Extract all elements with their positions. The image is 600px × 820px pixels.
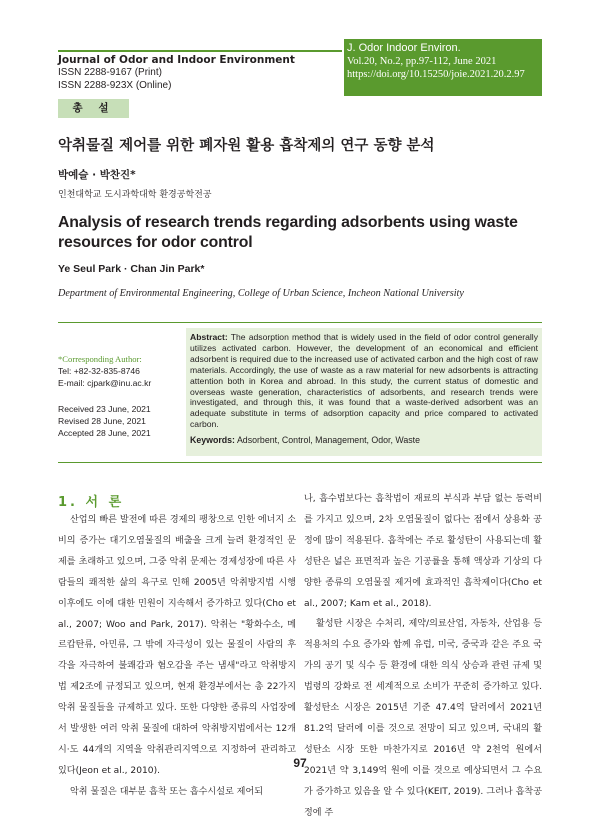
korean-authors: 박예슬 · 박찬진* <box>58 169 136 181</box>
page-number: 97 <box>293 756 307 770</box>
abstract-text: The adsorption method that is widely used in the field of odor control generally utilizes activated carbon. However, the development of an economical and efficient adsorbent is required due to the increased use of activated carbon and the high cost of raw materials. Accordingly, the use of waste as a raw material for new adsorbents is attracting attention both in Korea and abroad. In this study, the current status of domestic and overseas waste generation, characteristics of adsorbents, and research trends were investigated, and through this, it was found that a waste-derived adsorbent was an adequate substitute in terms of adsorption capacity and price compared to activated carbon. <box>190 332 538 430</box>
english-affiliation: Department of Environmental Engineering, College of Urban Science, Incheon National University <box>58 288 464 299</box>
keywords-label: Keywords: <box>190 435 235 446</box>
abstract-bottom-rule <box>58 462 542 463</box>
date-revised: Revised 28 June, 2021 <box>58 415 146 426</box>
paragraph: 악취 물질은 대부분 흡착 또는 흡수시설로 제어되 <box>70 786 264 797</box>
corresponding-label: *Corresponding Author: <box>58 354 142 364</box>
abstract-top-rule <box>58 322 542 323</box>
correspondence-info <box>58 354 184 389</box>
paragraph: 활성탄 시장은 수처리, 제약/의료산업, 자동차, 산업용 등 적용처의 수요 증가와 함께 유럽, 미국, 중국과 같은 주요 국가의 공기 및 식수 등 환경에 대한 의식 상승과 관련 규제 및 법령의 강화로 전 세계적으로 소비가 꾸준히 증가하고 있다. 활성탄소 시장은 2015년 기준 47.4억 달러에서 2021년 81.2억 달러에 이를 것으로 전망이 되고 있으며, 국내의 활성탄소 시장 또한 마찬가지로 2016년 약 2천억 원에서 2021년 약 3,149억 원에 이를 것으로 예상되면서 그 수요가 증가하고 있음을 알 수 있다(KEIT, 2019). 그러나 흡착공정에 주 <box>304 619 542 818</box>
journal-name: Journal of Odor and Indoor Environment <box>58 54 295 66</box>
article-dates <box>58 404 184 439</box>
issn-online: ISSN 2288-923X (Online) <box>58 79 172 91</box>
citation-box <box>344 39 542 96</box>
volume-line: Vol.20, No.2, pp.97-112, June 2021 <box>347 56 497 67</box>
article-type-badge: 총 설 <box>58 99 129 118</box>
paragraph: 나, 흡수법보다는 흡착법이 재료의 부식과 부담 없는 동력비를 가지고 있으며, 2차 오염물질이 없다는 점에서 상용화 공정에 많이 적용된다. 흡착에는 주로 활성탄이 사용되는데 활성탄은 넓은 표면적과 높은 기공률을 통해 액상과 기상의 다양한 종류의 오염물질 제거에 효과적인 흡착제이다(Cho et al., 2007; Kam et al., 2018). <box>304 494 542 609</box>
english-authors: Ye Seul Park · Chan Jin Park* <box>58 263 205 275</box>
section-heading: 1. 서 론 <box>58 495 125 510</box>
doi-link[interactable]: https://doi.org/10.15250/joie.2021.20.2.97 <box>347 69 525 80</box>
journal-header <box>58 54 342 92</box>
date-accepted: Accepted 28 June, 2021 <box>58 427 151 438</box>
journal-abbrev: J. Odor Indoor Environ. <box>347 42 461 54</box>
issn-print: ISSN 2288-9167 (Print) <box>58 67 162 78</box>
english-title: Analysis of research trends regarding adsorbents using waste resources for odor control <box>58 214 518 251</box>
header-rule <box>58 50 342 52</box>
korean-title: 악취물질 제어를 위한 폐자원 활용 흡착제의 연구 동향 분석 <box>58 138 435 154</box>
abstract <box>190 332 538 430</box>
paragraph: 산업의 빠른 발전에 따른 경제의 팽창으로 인한 에너지 소비의 증가는 대기오염물질의 배출을 크게 늘려 환경적인 문제를 초래하고 있으며, 그중 악취 문제는 경제성장에 따른 사람들의 쾌적한 삶의 욕구로 인해 2005년 악취방지법 시행 이후에도 이에 대한 민원이 지속해서 증가하고 있다(Cho et al., 2007; Woo and Park, 2017). 악취는 "황화수소, 메르캅탄류, 아민류, 그 밖에 자극성이 있는 물질이 사람의 후각을 자극하여 불쾌감과 혐오감을 주는 냄새"라고 악취방지법 제2조에 규정되고 있으며, 현재 환경부에서는 총 22가지 악취 물질들을 규제하고 있다. 또한 다양한 종류의 사업장에서 발생한 여러 악취 물질에 대하여 악취방지법에서는 12개 시·도 44개의 지역을 악취관리지역으로 지정하여 관리하고 있다(Jeon et al., 2010). <box>58 515 296 776</box>
keywords-text: Adsorbent, Control, Management, Odor, Waste <box>234 435 420 446</box>
abstract-label: Abstract: <box>190 332 228 342</box>
abstract-box <box>186 328 542 456</box>
korean-affiliation: 인천대학교 도시과학대학 환경공학전공 <box>58 190 212 200</box>
keywords <box>190 435 542 446</box>
date-received: Received 23 June, 2021 <box>58 404 151 414</box>
corresponding-email[interactable]: E-mail: cjpark@inu.ac.kr <box>58 377 152 388</box>
corresponding-tel: Tel: +82-32-835-8746 <box>58 365 140 376</box>
body-column-right <box>304 489 542 820</box>
